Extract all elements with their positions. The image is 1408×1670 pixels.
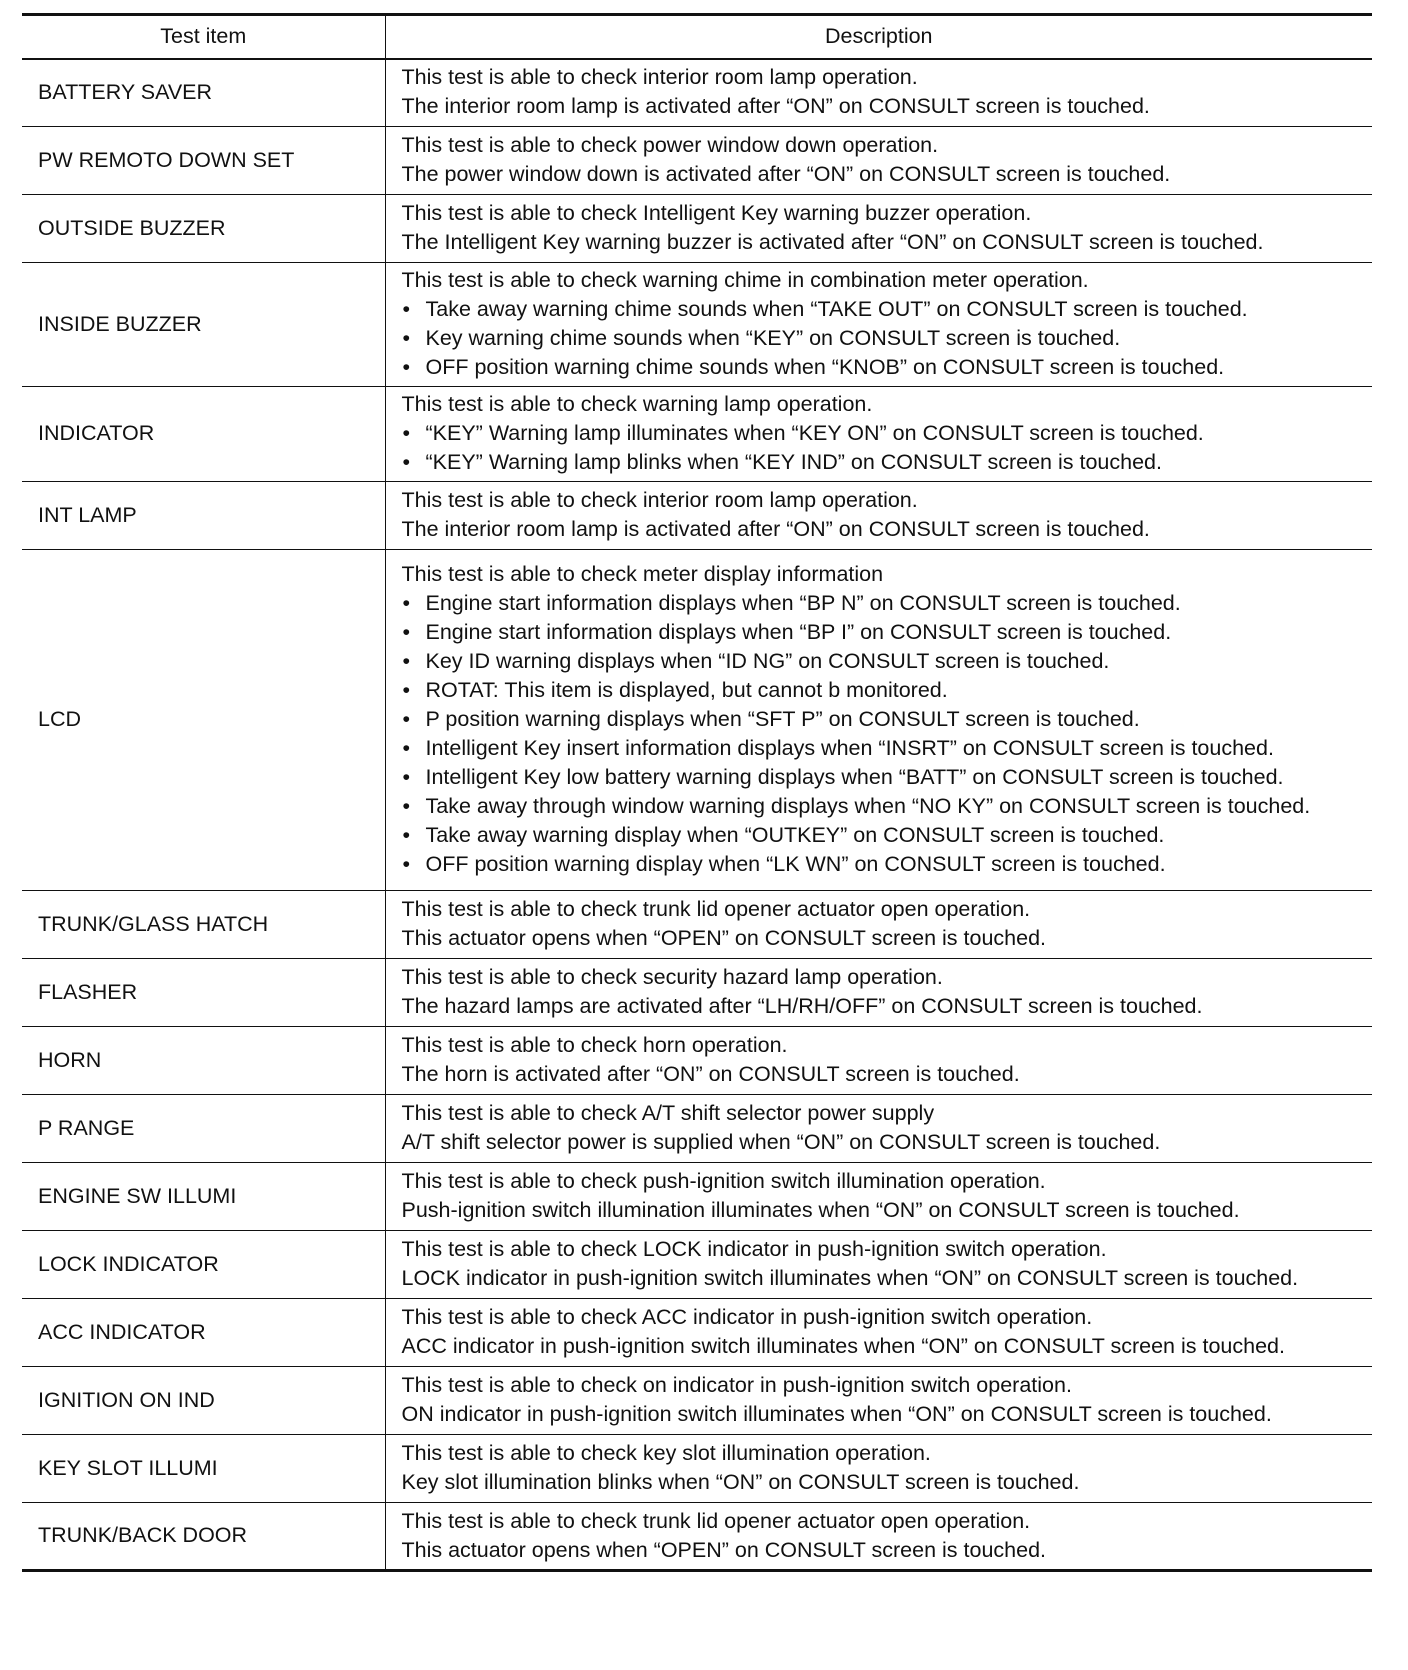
description-cell [385,1027,1372,1095]
test-item-cell: LCD [22,550,385,891]
test-item-cell: HORN [22,1027,385,1095]
description-line: This test is able to check ACC indicator in push-ignition switch operation. [401,1305,1093,1329]
table-row [22,1503,1372,1571]
table-row [22,550,1372,891]
description-bullet-line: • “KEY” Warning lamp illuminates when “KEY ON” on CONSULT screen is touched. [402,419,1369,448]
test-item-cell: PW REMOTO DOWN SET [22,127,385,195]
test-item-cell: KEY SLOT ILLUMI [22,1435,385,1503]
table-row [22,387,1372,482]
table-row [22,1435,1372,1503]
description-cell [385,959,1372,1027]
description-cell [385,1503,1372,1571]
description-line: This test is able to check warning chime in combination meter operation. [401,268,1089,292]
table-row [22,1095,1372,1163]
table-row [22,1027,1372,1095]
table-row [22,1231,1372,1299]
header-description: Description [385,15,1372,59]
table-row [22,891,1372,959]
test-item-cell: TRUNK/BACK DOOR [22,1503,385,1571]
description-cell [385,1163,1372,1231]
description-bullet-line: • Engine start information displays when “BP I” on CONSULT screen is touched. [402,618,1369,647]
description-bullet-line: • “KEY” Warning lamp blinks when “KEY IND” on CONSULT screen is touched. [402,448,1369,477]
table-row [22,959,1372,1027]
description-bullet-line: • Key warning chime sounds when “KEY” on CONSULT screen is touched. [402,324,1369,353]
description-cell [385,482,1372,550]
table-header [22,15,1372,59]
description-line: This test is able to check meter display information [401,562,884,586]
description-bullet-line: • Take away warning display when “OUTKEY” on CONSULT screen is touched. [402,821,1369,850]
test-item-cell: INDICATOR [22,387,385,482]
description-bullet-line: • OFF position warning chime sounds when “KNOB” on CONSULT screen is touched. [402,353,1369,382]
description-line: ACC indicator in push-ignition switch illuminates when “ON” on CONSULT screen is touched. [401,1334,1285,1358]
test-item-table [22,13,1372,1572]
description-line: This test is able to check interior room lamp operation. [401,65,918,90]
description-cell [385,550,1372,891]
description-line: This test is able to check trunk lid opener actuator open operation. [401,1508,1031,1533]
test-item-cell: P RANGE [22,1095,385,1163]
description-line: This actuator opens when “OPEN” on CONSULT screen is touched. [401,1537,1046,1562]
table-row [22,263,1372,387]
description-line: This test is able to check push-ignition switch illumination operation. [401,1169,1046,1193]
description-line: LOCK indicator in push-ignition switch illuminates when “ON” on CONSULT screen is touched. [401,1266,1299,1290]
description-line: The horn is activated after “ON” on CONSULT screen is touched. [401,1062,1020,1086]
description-bullet-line: • Take away through window warning displays when “NO KY” on CONSULT screen is touched. [402,792,1369,821]
table-row [22,1163,1372,1231]
description-line: This test is able to check Intelligent Key warning buzzer operation. [401,201,1032,225]
table-row [22,1367,1372,1435]
description-cell [385,127,1372,195]
test-item-cell: INSIDE BUZZER [22,263,385,387]
test-item-cell: LOCK INDICATOR [22,1231,385,1299]
description-line: A/T shift selector power is supplied when “ON” on CONSULT screen is touched. [401,1130,1161,1154]
test-item-cell: FLASHER [22,959,385,1027]
table-row [22,195,1372,263]
description-line: This test is able to check interior room lamp operation. [401,488,918,512]
description-bullet-line: • P position warning displays when “SFT P” on CONSULT screen is touched. [402,705,1369,734]
table-body [22,59,1372,1571]
header-row [22,15,1372,59]
description-line: ON indicator in push-ignition switch illuminates when “ON” on CONSULT screen is touched. [401,1402,1272,1426]
description-line: This test is able to check security hazard lamp operation. [401,965,943,989]
description-line: This test is able to check on indicator in push-ignition switch operation. [401,1373,1072,1397]
description-cell [385,1231,1372,1299]
table-row [22,127,1372,195]
description-bullet-line: • OFF position warning display when “LK WN” on CONSULT screen is touched. [402,850,1369,879]
description-line: The interior room lamp is activated after “ON” on CONSULT screen is touched. [401,517,1150,541]
description-cell [385,1435,1372,1503]
test-item-cell: TRUNK/GLASS HATCH [22,891,385,959]
description-line: This test is able to check LOCK indicator in push-ignition switch operation. [401,1237,1107,1261]
description-line: The power window down is activated after “ON” on CONSULT screen is touched. [401,162,1171,186]
description-cell [385,59,1372,127]
description-bullet-line: • Intelligent Key insert information displays when “INSRT” on CONSULT screen is touched. [402,734,1369,763]
description-cell [385,263,1372,387]
description-bullet-line: • Intelligent Key low battery warning displays when “BATT” on CONSULT screen is touched. [402,763,1369,792]
description-bullet-line: • Key ID warning displays when “ID NG” on CONSULT screen is touched. [402,647,1369,676]
description-bullet-line: • Take away warning chime sounds when “TAKE OUT” on CONSULT screen is touched. [402,295,1369,324]
table-row [22,1299,1372,1367]
description-line: The interior room lamp is activated after “ON” on CONSULT screen is touched. [401,94,1150,119]
description-line: This test is able to check warning lamp operation. [401,392,873,416]
description-line: This test is able to check power window down operation. [401,133,939,157]
description-cell [385,1095,1372,1163]
description-line: This test is able to check trunk lid opener actuator open operation. [401,897,1031,921]
description-line: Push-ignition switch illumination illuminates when “ON” on CONSULT screen is touched. [401,1198,1240,1222]
test-item-cell: IGNITION ON IND [22,1367,385,1435]
description-line: This test is able to check key slot illumination operation. [401,1441,931,1465]
table-row [22,59,1372,127]
header-test-item: Test item [22,15,385,59]
description-bullet-line: • ROTAT: This item is displayed, but cannot b monitored. [402,676,1369,705]
description-cell [385,387,1372,482]
test-item-cell: BATTERY SAVER [22,59,385,127]
description-bullet-line: • Engine start information displays when “BP N” on CONSULT screen is touched. [402,589,1369,618]
test-item-cell: OUTSIDE BUZZER [22,195,385,263]
description-cell [385,891,1372,959]
description-line: This actuator opens when “OPEN” on CONSULT screen is touched. [401,926,1046,950]
description-line: This test is able to check A/T shift selector power supply [401,1101,935,1125]
description-cell [385,195,1372,263]
description-cell [385,1299,1372,1367]
test-item-cell: ACC INDICATOR [22,1299,385,1367]
description-line: The Intelligent Key warning buzzer is activated after “ON” on CONSULT screen is touched. [401,230,1264,254]
test-item-cell: INT LAMP [22,482,385,550]
table-row [22,482,1372,550]
description-line: Key slot illumination blinks when “ON” on CONSULT screen is touched. [401,1470,1080,1494]
description-line: This test is able to check horn operation. [401,1033,788,1057]
description-cell [385,1367,1372,1435]
test-item-cell: ENGINE SW ILLUMI [22,1163,385,1231]
description-line: The hazard lamps are activated after “LH/RH/OFF” on CONSULT screen is touched. [401,994,1203,1018]
